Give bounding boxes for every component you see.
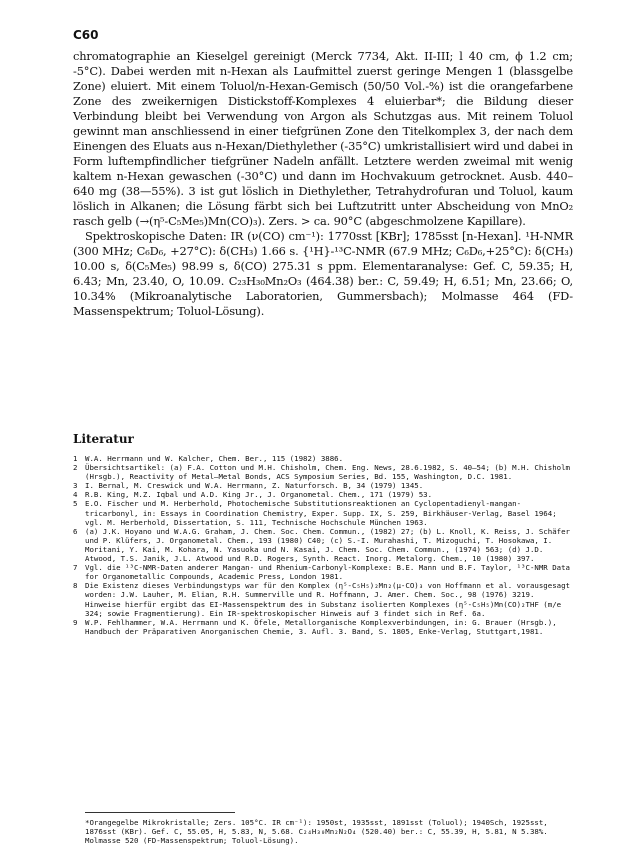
reference-text: W.P. Fehlhammer, W.A. Herrmann und K. Öfele, Metallorganische Komplexverbindungen, in: G. Brauer (Hrsgb.), Handbuch der Präparativen Anorganischen Chemie, 3. Aufl. 3. Band, S. 1805, Enke-Verlag, Stuttgart,1981. <box>85 617 557 636</box>
reference-text: (a) J.K. Hoyano und W.A.G. Graham, J. Chem. Soc. Chem. Commun., (1982) 27; (b) L. Knoll, K. Reiss, J. Schäfer und P. Klüfers, J. Organometal. Chem., 193 (1980) C40; (c) S.-I. Murahashi, T. Mizoguchi, T. Hosokawa, I. Moritani, Y. Kai, M. Kohara, N. Yasuoka und N. Kasai, J. Chem. Soc. Chem. Commun., (1974) 563; (d) J.D. Atwood, T.S. Janik, J.L. Atwood und R.D. Rogers, Synth. React. Inorg. Metalorg. Chem., 10 (1980) 397. <box>85 526 570 564</box>
reference-text: Die Existenz dieses Verbindungstyps war für den Komplex (η⁵-C₅H₅)₂Mn₂(μ-CO)₃ von Hoffmann et al. vorausgesagt worden: J.W. Lauher, M. Elian, R.H. Summerville und R. Hoffmann, J. Amer. Chem. Soc., 98 (1976) 3219. Hinweise hierfür ergibt das EI-Massenspektrum des in Substanz isolierten Komplexes (η⁵-C₅H₅)Mn(CO)₂THF (m/e 324; sowie Fragmentierung). Ein IR-spektroskopischer Hinweis auf 3 findet sich in Ref. 6a. <box>85 581 570 618</box>
reference-item <box>73 490 573 499</box>
reference-number: 9 <box>73 617 78 627</box>
reference-number: 1 <box>73 454 78 463</box>
reference-item <box>73 527 573 563</box>
reference-list <box>73 454 573 636</box>
literature-heading: Literatur <box>73 432 134 446</box>
footnote-divider <box>85 812 235 813</box>
paragraph-spectroscopy: Spektroskopische Daten: IR (ν(CO) cm⁻¹): 1770sst [KBr]; 1785sst [n-Hexan]. ¹H-NMR (300 MHz; C₆D₆, +27°C): δ(CH₃) 1.66 s. {¹H}-¹³C-NMR (67.9 MHz; C₆D₆,+25°C): δ(CH₃) 10.00 s, δ(C₅Me₅) 98.99 s, δ(CO) 275.31 s ppm. Elementaranalyse: Gef. C, 59.35; H, 6.43; Mn, 23.40, O, 10.09. C₂₃H₃₀Mn₂O₃ (464.38) ber.: C, 59.49; H, 6.51; Mn, 23.66; O, 10.34% (Mikroanalytische Laboratorien, Gummersbach); Molmasse 464 (FD-Massenspektrum; Toluol-Lösung). <box>73 229 573 318</box>
paragraph-procedure: chromatographie an Kieselgel gereinigt (Merck 7734, Akt. II-III; l 40 cm, ϕ 1.2 cm; -5°C). Dabei werden mit n-Hexan als Laufmittel zuerst geringe Mengen 1 (blassgelbe Zone) eluiert. Mit einem Toluol/n-Hexan-Gemisch (50/50 Vol.-%) ist die orangefarbene Zone des zweikernigen Distickstoff-Komplexes 4 eluierbar*; die Bildung dieser Verbindung bleibt bei Verwendung von Argon als Schutzgas aus. Mit reinem Toluol gewinnt man anschliessend in einer tiefgrünen Zone den Titelkomplex 3, der nach dem Einengen des Eluats aus n-Hexan/Diethylether (-35°C) umkristallisiert wird und dabei in Form luftempfindlicher tiefgrüner Nadeln anfällt. Letztere werden zweimal mit wenig kaltem n-Hexan gewaschen (-30°C) und dann im Hochvakuum getrocknet. Ausb. 440–640 mg (38—55%). 3 ist gut löslich in Diethylether, Tetrahydrofuran und Toluol, kaum löslich in Alkanen; die Lösung färbt sich bei Luftzutritt unter Abscheidung von MnO₂ rasch gelb (→(η⁵-C₅Me₅)Mn(CO)₃). Zers. > ca. 90°C (abgeschmolzene Kapillare). <box>73 49 573 228</box>
reference-item <box>73 481 573 490</box>
reference-text: I. Bernal, M. Creswick und W.A. Herrmann, Z. Naturforsch. B, 34 (1979) 1345. <box>85 481 424 491</box>
reference-number: 8 <box>73 581 78 591</box>
reference-number: 2 <box>73 463 78 473</box>
reference-text: R.B. King, M.Z. Iqbal und A.D. King Jr., J. Organometal. Chem., 171 (1979) 53. <box>85 490 433 500</box>
reference-item <box>73 463 573 481</box>
reference-number: 6 <box>73 526 78 536</box>
reference-text: Vgl. die ¹³C-NMR-Daten anderer Mangan- und Rhenium-Carbonyl-Komplexe: B.E. Mann und B.F. Taylor, ¹³C-NMR Data for Organometallic Compounds, Academic Press, London 1981. <box>85 563 570 582</box>
footnote: *Orangegelbe Mikrokristalle; Zers. 105°C. IR cm⁻¹): 1950st, 1935sst, 1891sst (Toluol); 1940Sch, 1925sst, 1876sst (KBr). Gef. C, 55.05, H, 5.83, N, 5.68. C₂₄H₃₀Mn₂N₂O₄ (520.40) ber.: C, 55.39, H, 5.81, N 5.38%. Molmasse 520 (FD-Massenspektrum; Toluol-Lösung). <box>85 818 548 846</box>
reference-number: 7 <box>73 563 78 573</box>
experimental-text <box>73 49 573 319</box>
reference-item <box>73 581 573 617</box>
reference-number: 3 <box>73 481 78 491</box>
reference-text: Übersichtsartikel: (a) F.A. Cotton und M.H. Chisholm, Chem. Eng. News, 28.6.1982, S. 40–54; (b) M.H. Chisholm (Hrsgb.), Reactivity of Metal—Metal Bonds, ACS Symposium Series, Bd. 155, Washington, D.C. 1981. <box>85 463 570 482</box>
reference-item <box>73 499 573 526</box>
page-number: C60 <box>73 28 99 42</box>
reference-number: 4 <box>73 490 78 500</box>
reference-item <box>73 618 573 636</box>
reference-number: 5 <box>73 499 78 509</box>
reference-item <box>73 563 573 581</box>
reference-text: E.O. Fischer und M. Herberhold, Photochemische Substitutionsreaktionen an Cyclopentadienyl-mangan-tricarbonyl, in: Essays in Coordination Chemistry, Exper. Supp. IX, S. 259, Birkhäuser-Verlag, Basel 1964; vgl. M. Herberhold, Dissertation, S. 111, Technische Hochschule München 1963. <box>85 499 557 527</box>
reference-item <box>73 454 573 463</box>
reference-text: W.A. Herrmann und W. Kalcher, Chem. Ber., 115 (1982) 3886. <box>85 454 344 463</box>
